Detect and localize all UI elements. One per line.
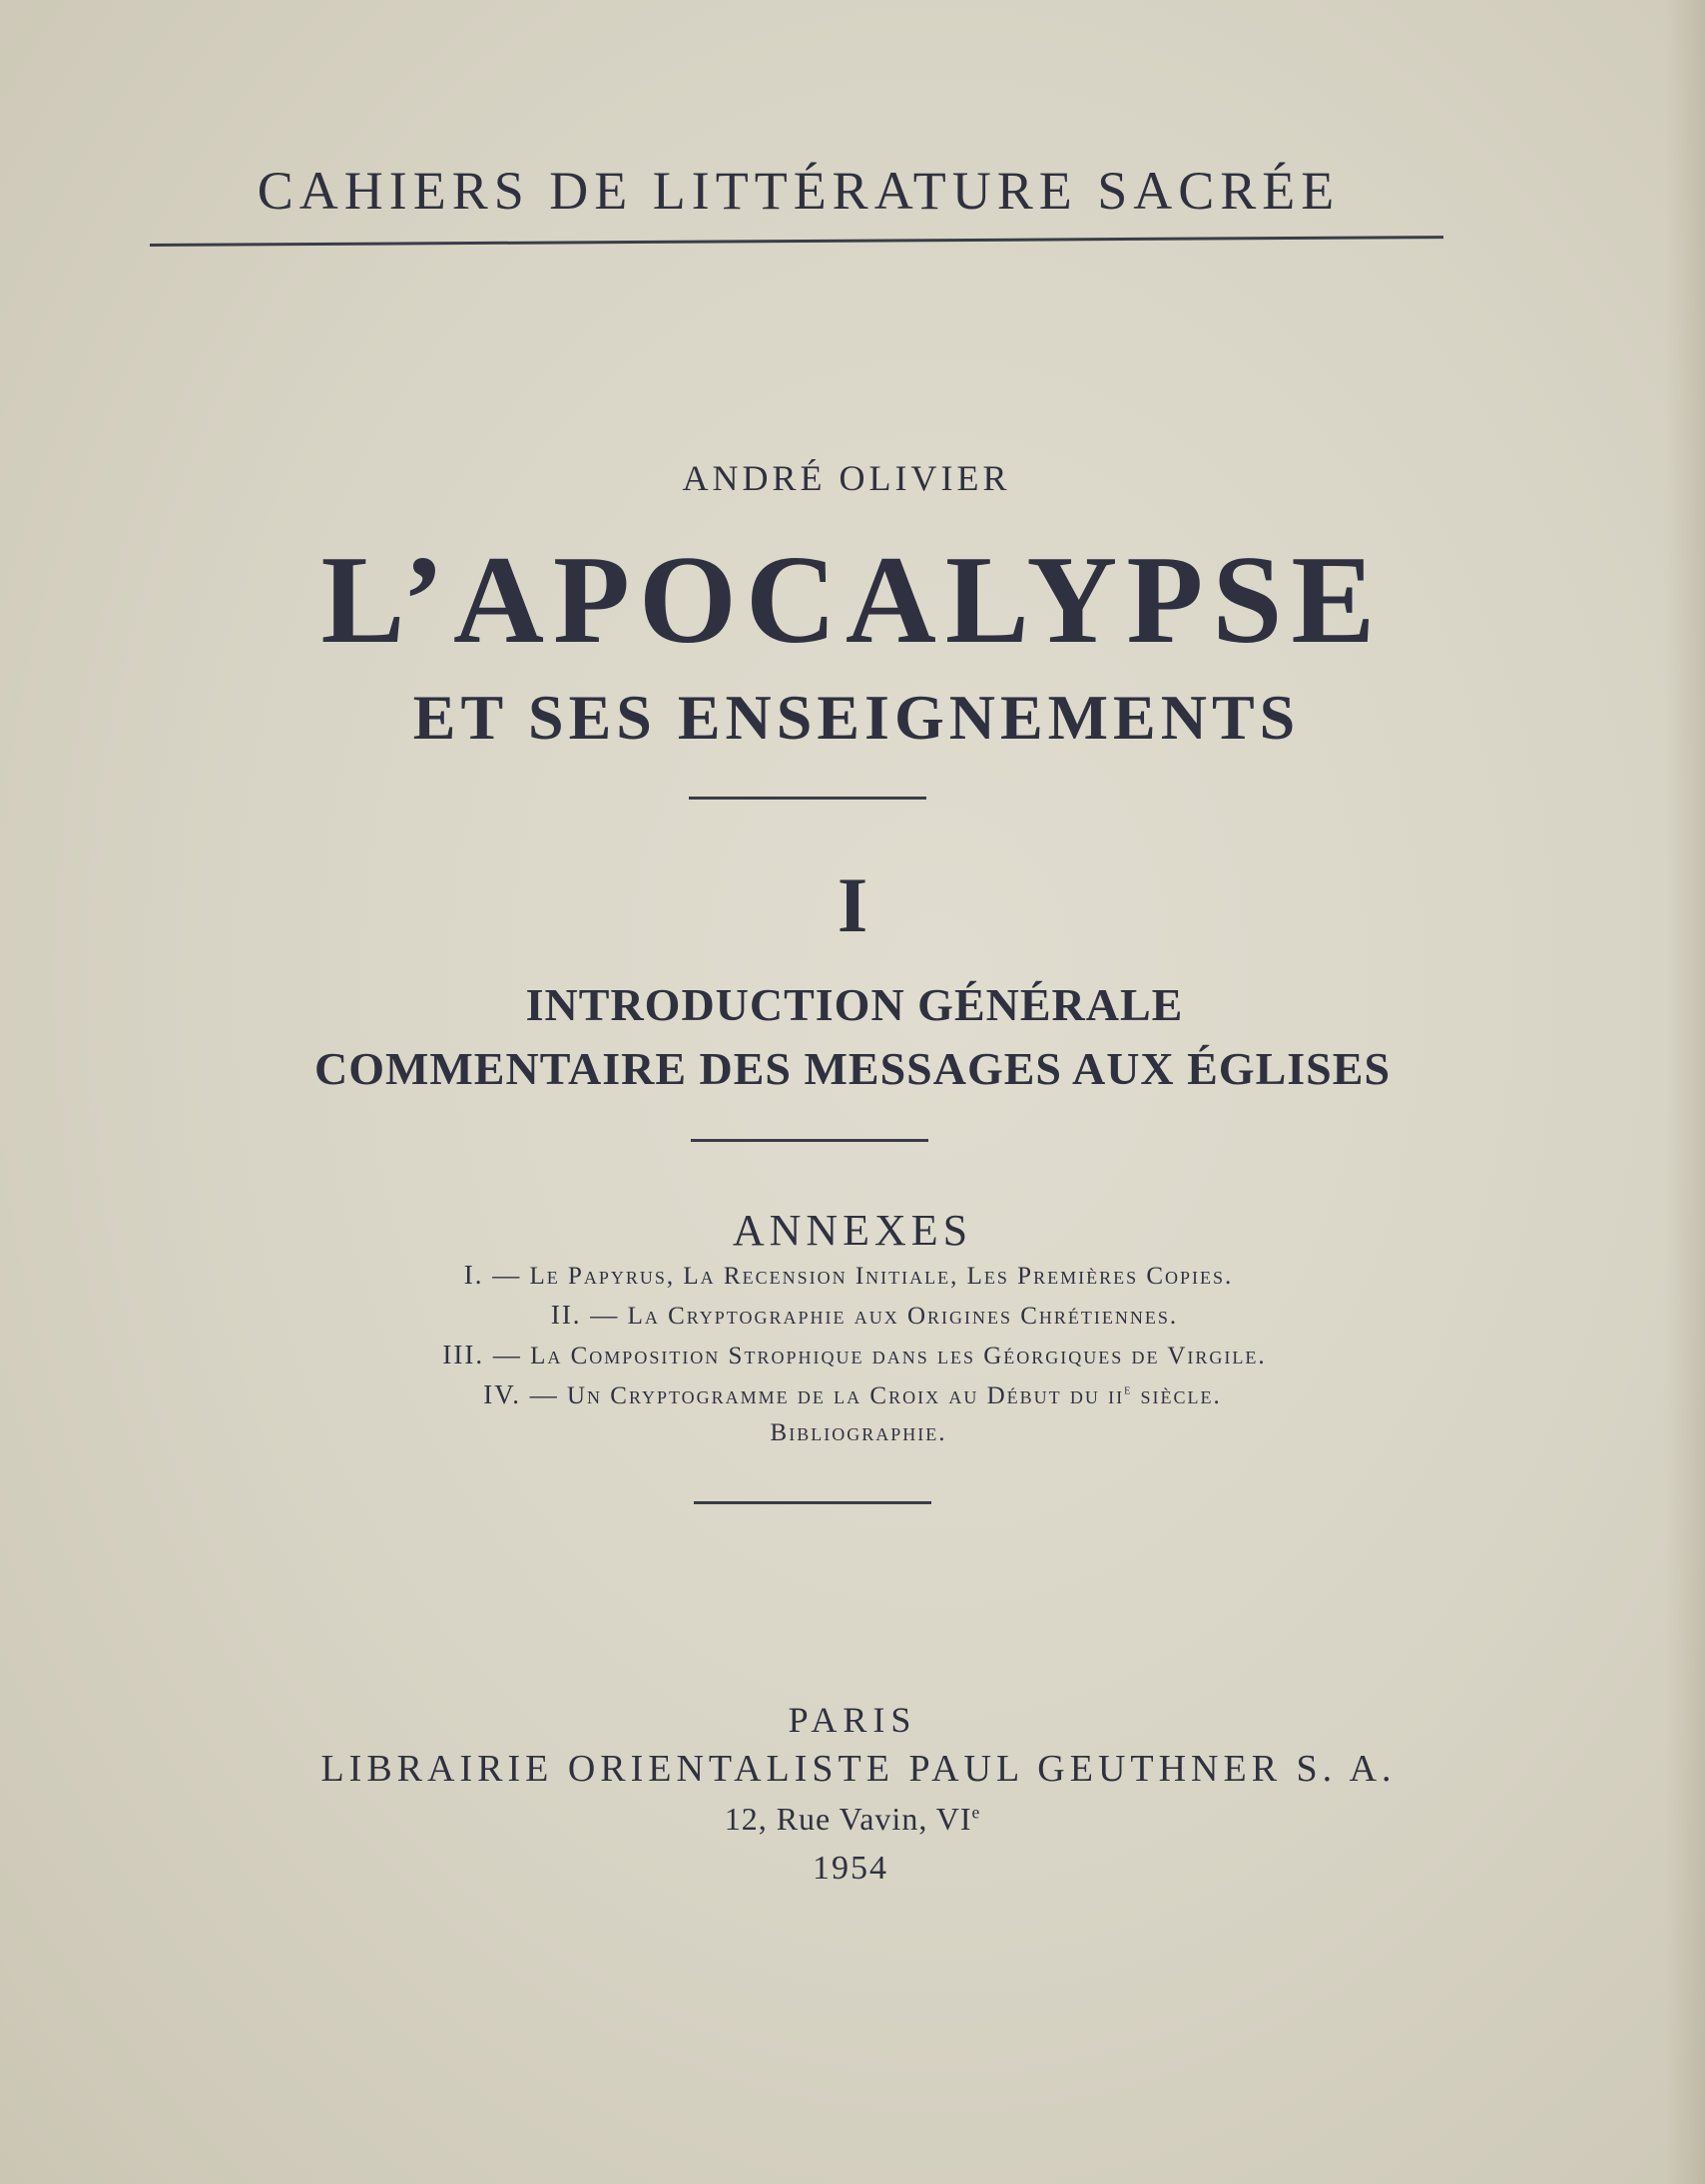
volume-line-2: COMMENTAIRE DES MESSAGES AUX ÉGLISES [313,1043,1392,1094]
volume-number: I [837,861,868,948]
annex-century: ii [1108,1382,1125,1409]
divider-rule-2 [691,1139,928,1142]
annex-item [0,1260,1701,1291]
imprint-address-sup: e [971,1802,981,1823]
annex-century-mark: e [1124,1381,1133,1397]
book-title: L’APOCALYPSE [320,531,1385,670]
annexes-heading: ANNEXES [732,1206,973,1255]
author-name: ANDRÉ OLIVIER [682,458,1011,498]
annex-text: La Cryptographie aux Origines Chrétiennes. [627,1303,1179,1330]
annex-number: III. — [442,1340,522,1369]
annex-item [0,1379,1705,1410]
annex-number: II. — [550,1300,620,1330]
annex-text: Bibliographie. [770,1419,947,1446]
annex-item [2,1340,1705,1370]
annex-item [6,1419,1705,1447]
annex-number: I. — [463,1260,522,1290]
imprint-city: PARIS [788,1700,917,1740]
imprint-year: 1954 [813,1850,888,1887]
series-rule [150,236,1443,247]
divider-rule-1 [689,797,926,800]
book-subtitle: ET SES ENSEIGNEMENTS [412,682,1301,753]
imprint-address [0,1801,1705,1838]
annex-text: Le Papyrus, La Recension Initiale, Les Premières Copies. [529,1263,1234,1290]
annex-text: Un Cryptogramme de la Croix au Début du [567,1382,1100,1409]
imprint-address-text: 12, Rue Vavin, VI [724,1801,972,1837]
divider-rule-3 [694,1501,931,1504]
annex-text: La Composition Strophique dans les Géorgiques de Virgile. [530,1343,1267,1369]
annex-item [12,1300,1705,1331]
imprint-publisher: LIBRAIRIE ORIENTALISTE PAUL GEUTHNER S. A. [320,1748,1397,1790]
annex-tail: siècle. [1132,1382,1222,1409]
series-title: CAHIERS DE LITTÉRATURE SACRÉE [257,161,1341,221]
volume-line-1: INTRODUCTION GÉNÉRALE [525,979,1184,1030]
annex-number: IV. — [483,1379,559,1409]
